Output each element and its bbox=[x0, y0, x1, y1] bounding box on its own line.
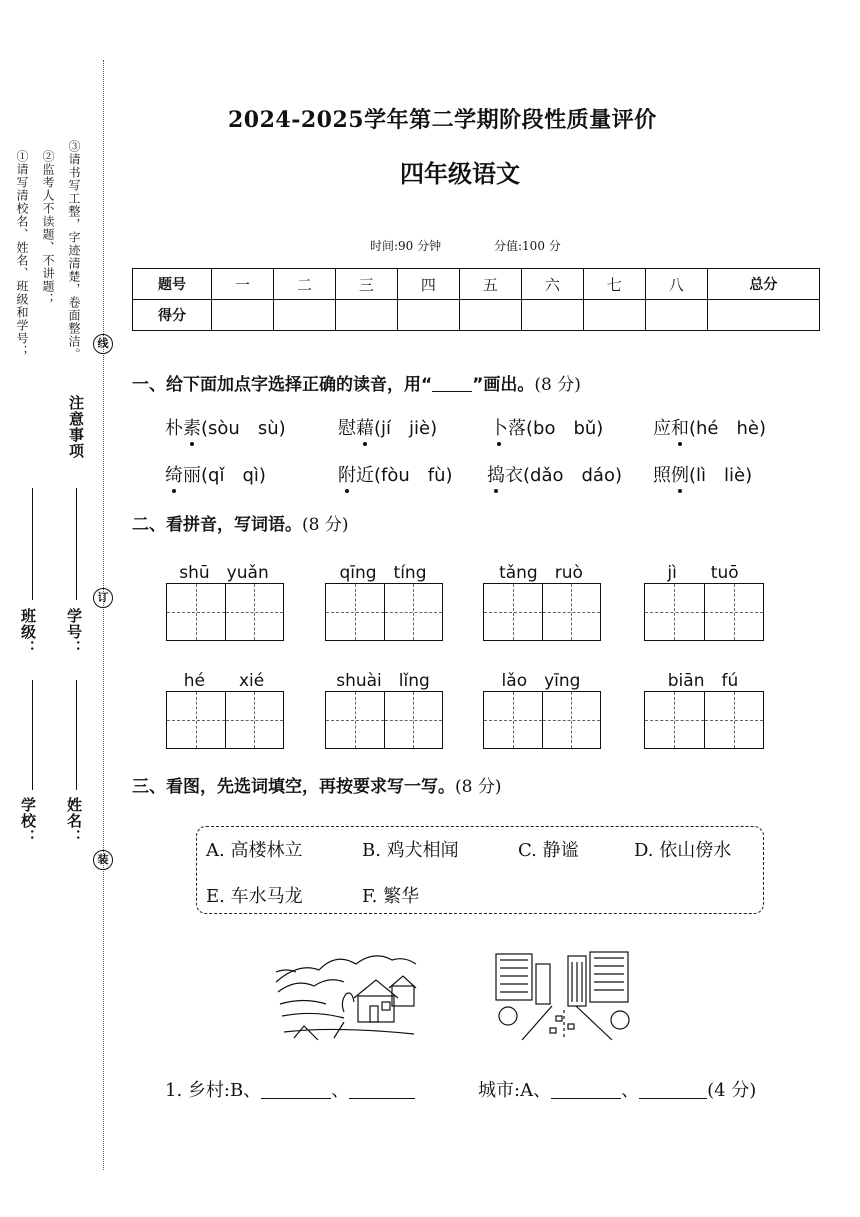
notes-item-1: ①请写清校名、姓名、班级和学号； bbox=[15, 150, 29, 358]
writing-grid[interactable] bbox=[166, 691, 284, 749]
score-cell[interactable] bbox=[521, 300, 583, 331]
score-col: 二 bbox=[273, 269, 335, 300]
writing-grid[interactable] bbox=[483, 583, 601, 641]
pinyin-word-5 bbox=[166, 666, 282, 749]
option-f: F. 繁华 bbox=[362, 886, 420, 907]
score-table-row1-label: 题号 bbox=[133, 269, 212, 300]
name-field-line[interactable] bbox=[76, 680, 77, 790]
school-field-line[interactable] bbox=[32, 680, 33, 790]
score-col: 八 bbox=[645, 269, 707, 300]
notes-item-3: ③请书写工整，字迹清楚，卷面整洁。 bbox=[67, 140, 81, 361]
pinyin-word-8 bbox=[644, 666, 762, 749]
score-table-score-row bbox=[133, 300, 820, 331]
section2-title: 二、看拼音，写词语。(8 分) bbox=[132, 515, 349, 535]
score-cell[interactable] bbox=[335, 300, 397, 331]
pinyin-text: tǎng ruò bbox=[499, 563, 583, 583]
section1-title: 一、给下面加点字选择正确的读音，用“ ”画出。(8 分) bbox=[132, 375, 581, 395]
blank-village-1[interactable] bbox=[261, 1080, 331, 1099]
pinyin-word-1 bbox=[166, 558, 282, 641]
score-cell[interactable] bbox=[645, 300, 707, 331]
number-label: 学号： bbox=[65, 608, 83, 656]
score-col: 一 bbox=[212, 269, 274, 300]
score-cell[interactable] bbox=[397, 300, 459, 331]
pronunciation-item: 卜落(bo bǔ) bbox=[490, 414, 603, 440]
notes-heading: 注意事项 bbox=[67, 395, 85, 459]
pinyin-word-3 bbox=[483, 558, 599, 641]
blank-city-1[interactable] bbox=[551, 1080, 621, 1099]
score-col: 七 bbox=[583, 269, 645, 300]
blank-village-2[interactable] bbox=[349, 1080, 415, 1099]
score-table-header-row bbox=[133, 269, 820, 300]
option-d: D. 依山傍水 bbox=[634, 840, 732, 861]
pronunciation-item: 绮丽(qǐ qì) bbox=[165, 461, 266, 487]
seal-ding-mark: 订 bbox=[93, 586, 113, 608]
pronunciation-item: 捣衣(dǎo dáo) bbox=[487, 461, 622, 487]
score-col-total: 总分 bbox=[707, 269, 819, 300]
seal-zhuang-mark: 装 bbox=[93, 848, 113, 870]
score-table-row2-label: 得分 bbox=[133, 300, 212, 331]
pronunciation-item: 慰藉(jí jiè) bbox=[338, 414, 437, 440]
exam-score: 分值:100 分 bbox=[494, 239, 561, 253]
pinyin-word-4 bbox=[644, 558, 762, 641]
q1-city: 城市:A、 、 (4 分) bbox=[478, 1080, 757, 1101]
score-col: 五 bbox=[459, 269, 521, 300]
exam-title: 2024-2025学年第二学期阶段性质量评价 bbox=[228, 107, 657, 133]
pinyin-text: biān fú bbox=[667, 671, 739, 691]
number-field-line[interactable] bbox=[76, 488, 77, 600]
pronunciation-item: 应和(hé hè) bbox=[653, 414, 766, 440]
pinyin-text: qīng tíng bbox=[339, 563, 427, 583]
writing-grid[interactable] bbox=[644, 691, 764, 749]
village-illustration bbox=[274, 942, 420, 1042]
exam-subject: 四年级语文 bbox=[400, 159, 520, 188]
section3-title: 三、看图，先选词填空，再按要求写一写。(8 分) bbox=[132, 777, 502, 797]
pronunciation-item: 照例(lì liè) bbox=[653, 461, 752, 487]
notes-item-2: ②监考人不读题、不讲题； bbox=[41, 150, 55, 306]
pinyin-text: shuài lǐng bbox=[336, 671, 430, 691]
writing-grid[interactable] bbox=[325, 583, 443, 641]
score-col: 三 bbox=[335, 269, 397, 300]
score-col: 四 bbox=[397, 269, 459, 300]
pronunciation-item: 朴素(sòu sù) bbox=[165, 414, 286, 440]
blank-city-2[interactable] bbox=[639, 1080, 707, 1099]
option-e: E. 车水马龙 bbox=[206, 886, 303, 907]
option-a: A. 高楼林立 bbox=[206, 840, 303, 861]
pinyin-text: lǎo yīng bbox=[501, 671, 581, 691]
writing-grid[interactable] bbox=[644, 583, 764, 641]
score-cell[interactable] bbox=[212, 300, 274, 331]
option-c: C. 静谧 bbox=[518, 840, 579, 861]
exam-time: 时间:90 分钟 bbox=[370, 239, 442, 253]
pinyin-text: jì tuō bbox=[667, 563, 739, 583]
writing-grid[interactable] bbox=[483, 691, 601, 749]
option-b: B. 鸡犬相闻 bbox=[362, 840, 459, 861]
score-cell[interactable] bbox=[583, 300, 645, 331]
pinyin-text: shū yuǎn bbox=[179, 563, 269, 583]
writing-grid[interactable] bbox=[166, 583, 284, 641]
pinyin-word-7 bbox=[483, 666, 599, 749]
writing-grid[interactable] bbox=[325, 691, 443, 749]
score-cell[interactable] bbox=[273, 300, 335, 331]
pinyin-word-2 bbox=[325, 558, 441, 641]
school-label: 学校： bbox=[19, 797, 37, 845]
score-cell[interactable] bbox=[459, 300, 521, 331]
class-field-line[interactable] bbox=[32, 488, 33, 600]
score-cell[interactable] bbox=[707, 300, 819, 331]
score-table bbox=[132, 268, 820, 331]
pinyin-word-6 bbox=[325, 666, 441, 749]
score-col: 六 bbox=[521, 269, 583, 300]
pinyin-text: hé xié bbox=[183, 671, 265, 691]
seal-line-mark: 线 bbox=[93, 332, 113, 354]
q1-village: 1. 乡村:B、 、 bbox=[165, 1076, 415, 1102]
city-illustration bbox=[492, 950, 638, 1042]
binding-dotted-line bbox=[103, 60, 104, 1170]
class-label: 班级： bbox=[19, 608, 37, 656]
name-label: 姓名： bbox=[65, 797, 83, 845]
pronunciation-item: 附近(fòu fù) bbox=[338, 461, 453, 487]
